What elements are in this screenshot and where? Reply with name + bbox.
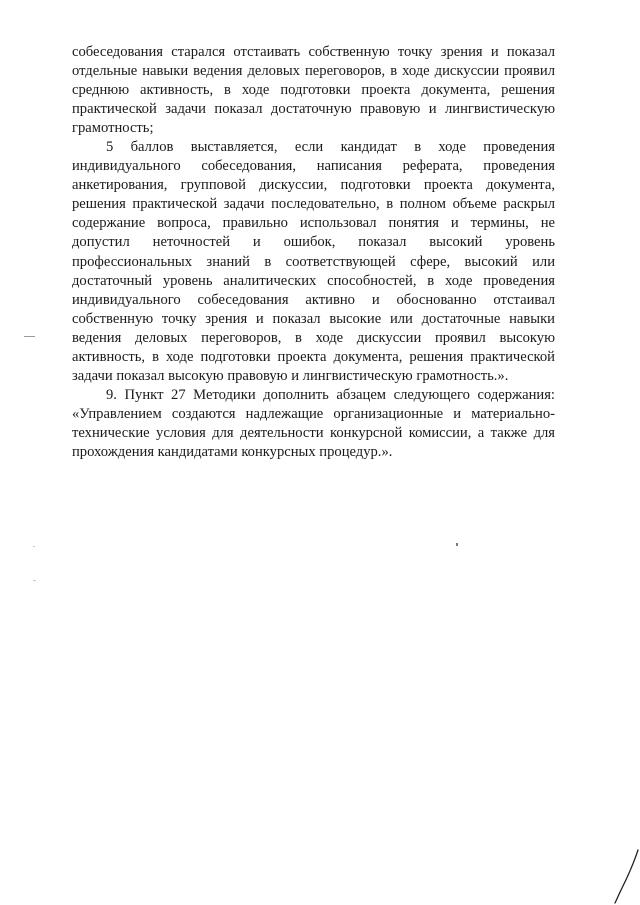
scan-artifact [33,546,35,547]
paragraph-continuation: собеседования старался отстаивать собственную точку зрения и показал отдельные навыки ведения деловых переговоров, в ходе дискуссии проявил среднюю активность, в ходе подготовки проекта документа, решения практической задачи показал достаточную правовую и лингвистическую грамотность; [72,44,555,137]
document-body [72,43,555,462]
scan-artifact [456,543,458,546]
paragraph-item-9: 9. Пункт 27 Методики дополнить абзацем следующего содержания: «Управлением создаются надлежащие организационные и материально-технические условия для деятельности конкурсной комиссии, а также для прохождения кандидатами конкурсных процедур.». [72,386,555,460]
scan-artifact [33,580,36,581]
scan-artifact [24,336,35,337]
pen-stroke-mark [612,848,640,905]
paragraph-five-points: 5 баллов выставляется, если кандидат в ходе проведения индивидуального собеседования, написания реферата, проведения анкетирования, групповой дискуссии, подготовки проекта документа, решения практической задачи последовательно, в полном объеме раскрыл содержание вопроса, правильно использовал понятия и термины, не допустил неточностей и ошибок, показал высокий уровень профессиональных знаний в соответствующей сфере, высокий или достаточный уровень аналитических способностей, в ходе проведения индивидуального собеседования активно и обоснованно отстаивал собственную точку зрения и показал высокие или достаточные навыки ведения деловых переговоров, в ходе дискуссии проявил высокую активность, в ходе подготовки проекта документа, решения практической задачи показал высокую правовую и лингвистическую грамотность.». [72,139,555,384]
